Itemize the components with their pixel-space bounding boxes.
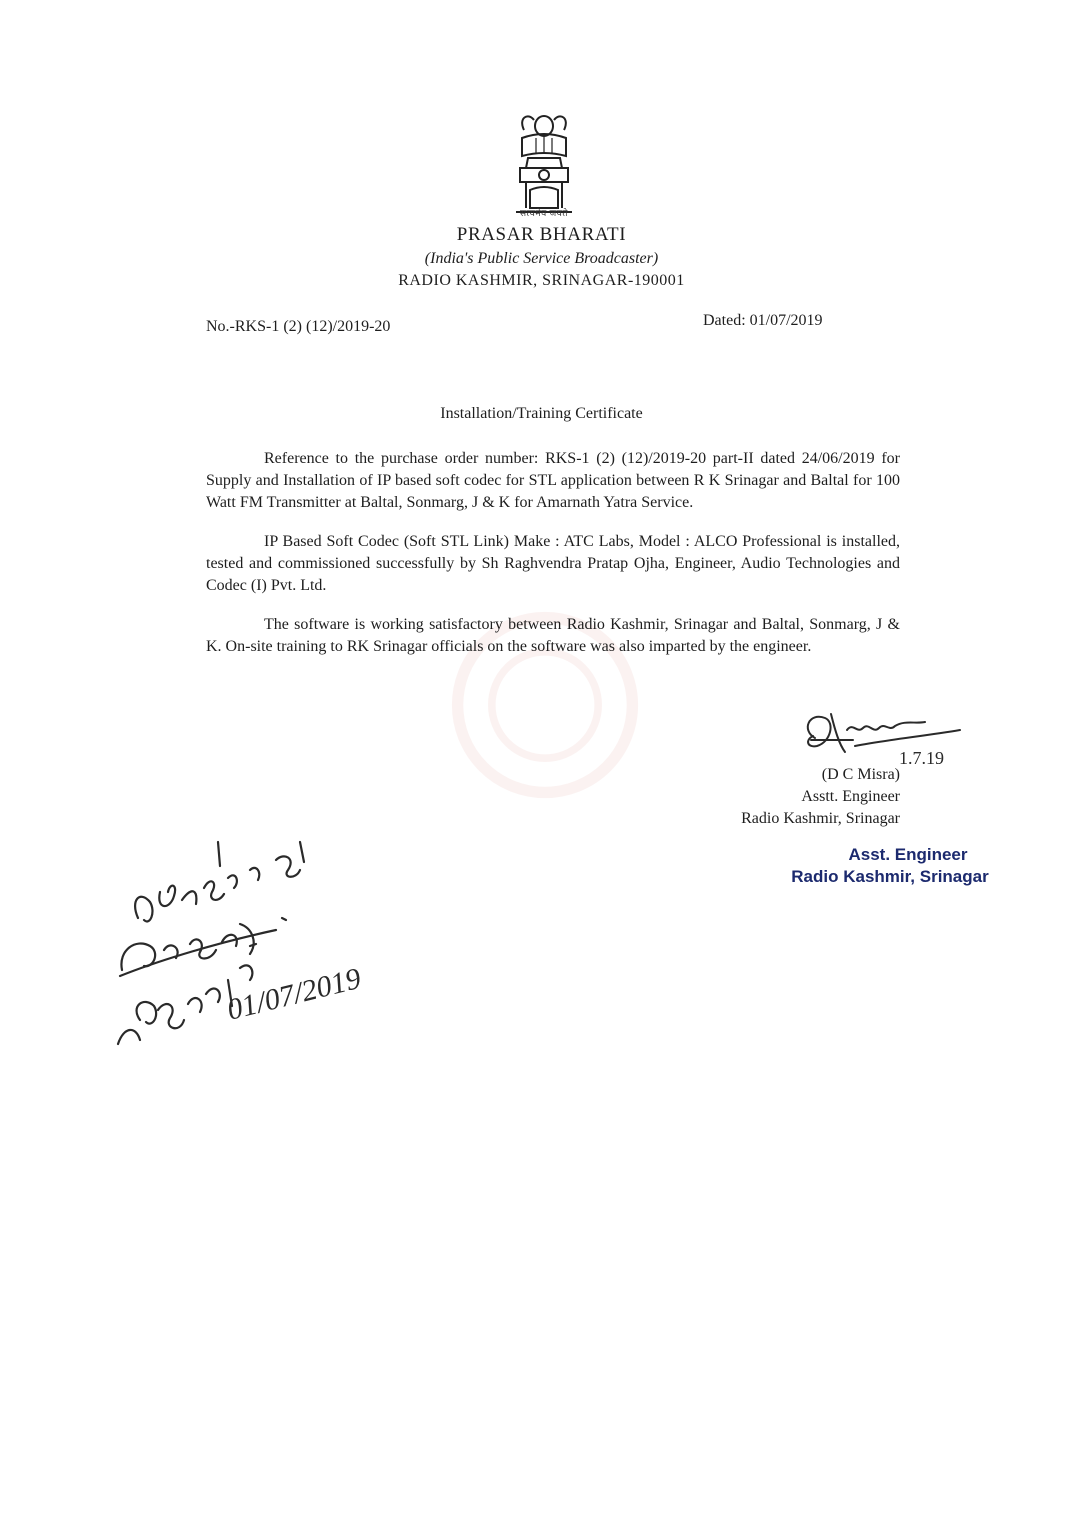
official-stamp	[780, 844, 1000, 888]
body-paragraph: The software is working satisfactory between Radio Kashmir, Srinagar and Baltal, Sonmarg, J & K. On-site training to RK Srinagar officials on the software was also imparted by the engineer.	[206, 616, 900, 655]
certificate-body	[206, 448, 900, 675]
emblem-motto: सत्यमेव जयते	[519, 208, 569, 218]
certificate-title: Installation/Training Certificate	[440, 405, 643, 422]
stamp-line: Radio Kashmir, Srinagar	[791, 867, 989, 886]
organization-subtitle: (India's Public Service Broadcaster)	[424, 250, 659, 267]
signatory-designation: Asstt. Engineer	[801, 788, 900, 805]
handwritten-date: 01/07/2019	[223, 961, 365, 1027]
national-emblem-icon	[506, 108, 582, 220]
signatory-name: (D C Misra)	[821, 766, 900, 783]
handwritten-note	[100, 830, 390, 1060]
reference-number: No.-RKS-1 (2) (12)/2019-20	[206, 318, 391, 335]
stamp-line: Asst. Engineer	[848, 845, 968, 864]
body-paragraph: IP Based Soft Codec (Soft STL Link) Make : ATC Labs, Model : ALCO Professional is installed, tested and commissioned successfully by Sh Raghvendra Pratap Ojha, Engineer, Audio Technologies and Codec (I) Pvt. Ltd.	[206, 533, 900, 594]
signatory-office: Radio Kashmir, Srinagar	[741, 810, 900, 827]
organization-address: RADIO KASHMIR, SRINAGAR-190001	[398, 272, 685, 289]
organization-name: PRASAR BHARATI	[456, 224, 627, 245]
body-paragraph: Reference to the purchase order number: RKS-1 (2) (12)/2019-20 part-II dated 24/06/2019 for Supply and Installation of IP based soft codec for STL application between R K Srinagar and Baltal for 100 Watt FM Transmitter at Baltal, Sonmarg, J & K for Amarnath Yatra Service.	[206, 450, 900, 511]
reference-date: Dated: 01/07/2019	[703, 312, 823, 329]
signature-date: 1.7.19	[899, 748, 944, 768]
signatory-block	[700, 764, 900, 830]
